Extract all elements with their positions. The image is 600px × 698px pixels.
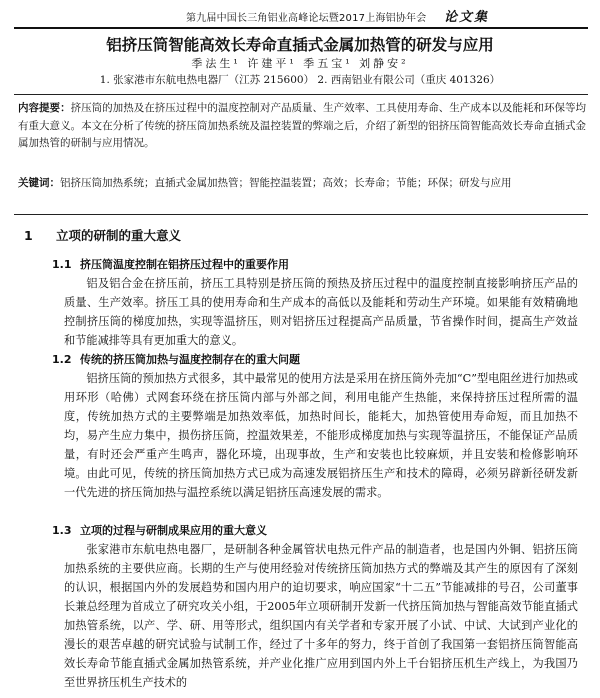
paper-title: 铝挤压筒智能高效长寿命直插式金属加热管的研发与应用 [106,36,494,54]
subsection-title: 传统的挤压筒加热与温度控制存在的重大问题 [80,353,300,366]
keywords-text: 铝挤压筒加热系统；直插式金属加热管；智能控温装置；高效；长寿命；节能；环保；研发与应用 [60,177,512,189]
affiliations: 1. 张家港市东航电热电器厂（江苏 215600） 2. 西南铝业有限公司（重庆 401326） [99,74,501,86]
subsection-number: 1.3 [52,524,72,537]
section-title: 立项的研制的重大意义 [56,228,182,243]
abstract-bottom-rule [14,214,588,215]
body-paragraph: 张家港市东航电热电器厂，是研制各种金属管状电热元件产品的制造者，也是国内外铜、铝挤压筒加热系统的主要供应商。长期的生产与使用经验对传统挤压筒加热方式的弊端及其产生的原因有了深刻的认识，根据国内外的发展趋势和国内用户的迫切要求，响应国家“十二五”节能减排的号召，公司董事长兼总经理为首成立了研究攻关小组，于2005年立项研制开发新一代挤压筒加热与智能高效节能直插式加热管系统，以产、学、研、用等形式，组织国内有关学者和专家开展了小试、中试、大试到产业化的漫长的艰苦卓越的研究试验与试制工作，经过了十多年的努力，终于首创了我国第一套铝挤压筒智能高效长寿命节能直插式金属加热管系统，并产业化推广应用到国内外上千台铝挤压机生产线上，为我国乃至世界挤压机生产技术的 [64,543,578,689]
subsection-heading [52,351,300,367]
header-rule [14,27,588,29]
subsection-heading [52,522,267,538]
authors: 季法生¹ 许建平¹ 季五宝¹ 刘静安² [191,57,409,70]
abstract-text: 挤压筒的加热及在挤压过程中的温度控制对产品质量、生产效率、工具使用寿命、生产成本以及能耗和环保等均有重大意义。本文在分析了传统的挤压筒加热系统及温控装置的弊端之后，介绍了新型的铝挤压筒智能高效长寿命直插式金属加热管的研制与应用情况。 [18,102,587,149]
subsection-number: 1.2 [52,353,72,366]
section-heading [24,226,181,244]
conference-name: 第九届中国长三角铝业高峰论坛暨2017上海铝协年会 [186,13,427,24]
subsection-heading [52,256,289,272]
abstract-label: 内容提要： [18,102,71,114]
abstract-top-rule [14,94,588,95]
keywords-label: 关键词： [18,177,60,189]
section-number: 1 [24,228,33,243]
running-header [14,5,588,27]
abstract [18,100,586,153]
body-paragraph: 铝及铝合金在挤压前，挤压工具特别是挤压筒的预热及挤压过程中的温度控制直接影响挤压产品的质量、生产效率。挤压工具的使用寿命和生产成本的高低以及能耗和劳动生产环境。如果能有效精确地控制挤压筒的梯度加热，实现等温挤压，则对铝挤压过程提高产品质量，节省操作时间，提高生产效益和节能减排等具有更加重大的意义。 [64,277,578,347]
keywords [18,175,586,193]
subsection-title: 挤压筒温度控制在铝挤压过程中的重要作用 [80,258,289,271]
body-paragraph: 铝挤压筒的预加热方式很多，其中最常见的使用方法是采用在挤压筒外壳加“C”型电阻丝进行加热或用环形（哈佛）式网套环绕在挤压筒内部与外部之间，利用电能产生热能，来保持挤压过程所需的温度，传统加热方式的主要弊端是加热效率低，加热时间长，能耗大，加热管使用寿命短，而且加热不均，易产生应力集中，损伤挤压筒，控温效果差，不能形成梯度加热与实现等温挤压，不能保证产品质量，有时还会严重产生鸣声，器化环境，出现事故，生产和安装也比较麻烦，并且安装和检修影响环境。由此可见，传统的挤压筒加热方式已成为高速发展铝挤压生产和技术的障碍，必须另辟新径研发新一代先进的挤压筒加热与温控系统以满足铝挤压高速发展的需求。 [64,372,578,499]
proceedings-badge: 论文集 [444,10,490,25]
subsection-title: 立项的过程与研制成果应用的重大意义 [80,524,267,537]
subsection-number: 1.1 [52,258,72,271]
